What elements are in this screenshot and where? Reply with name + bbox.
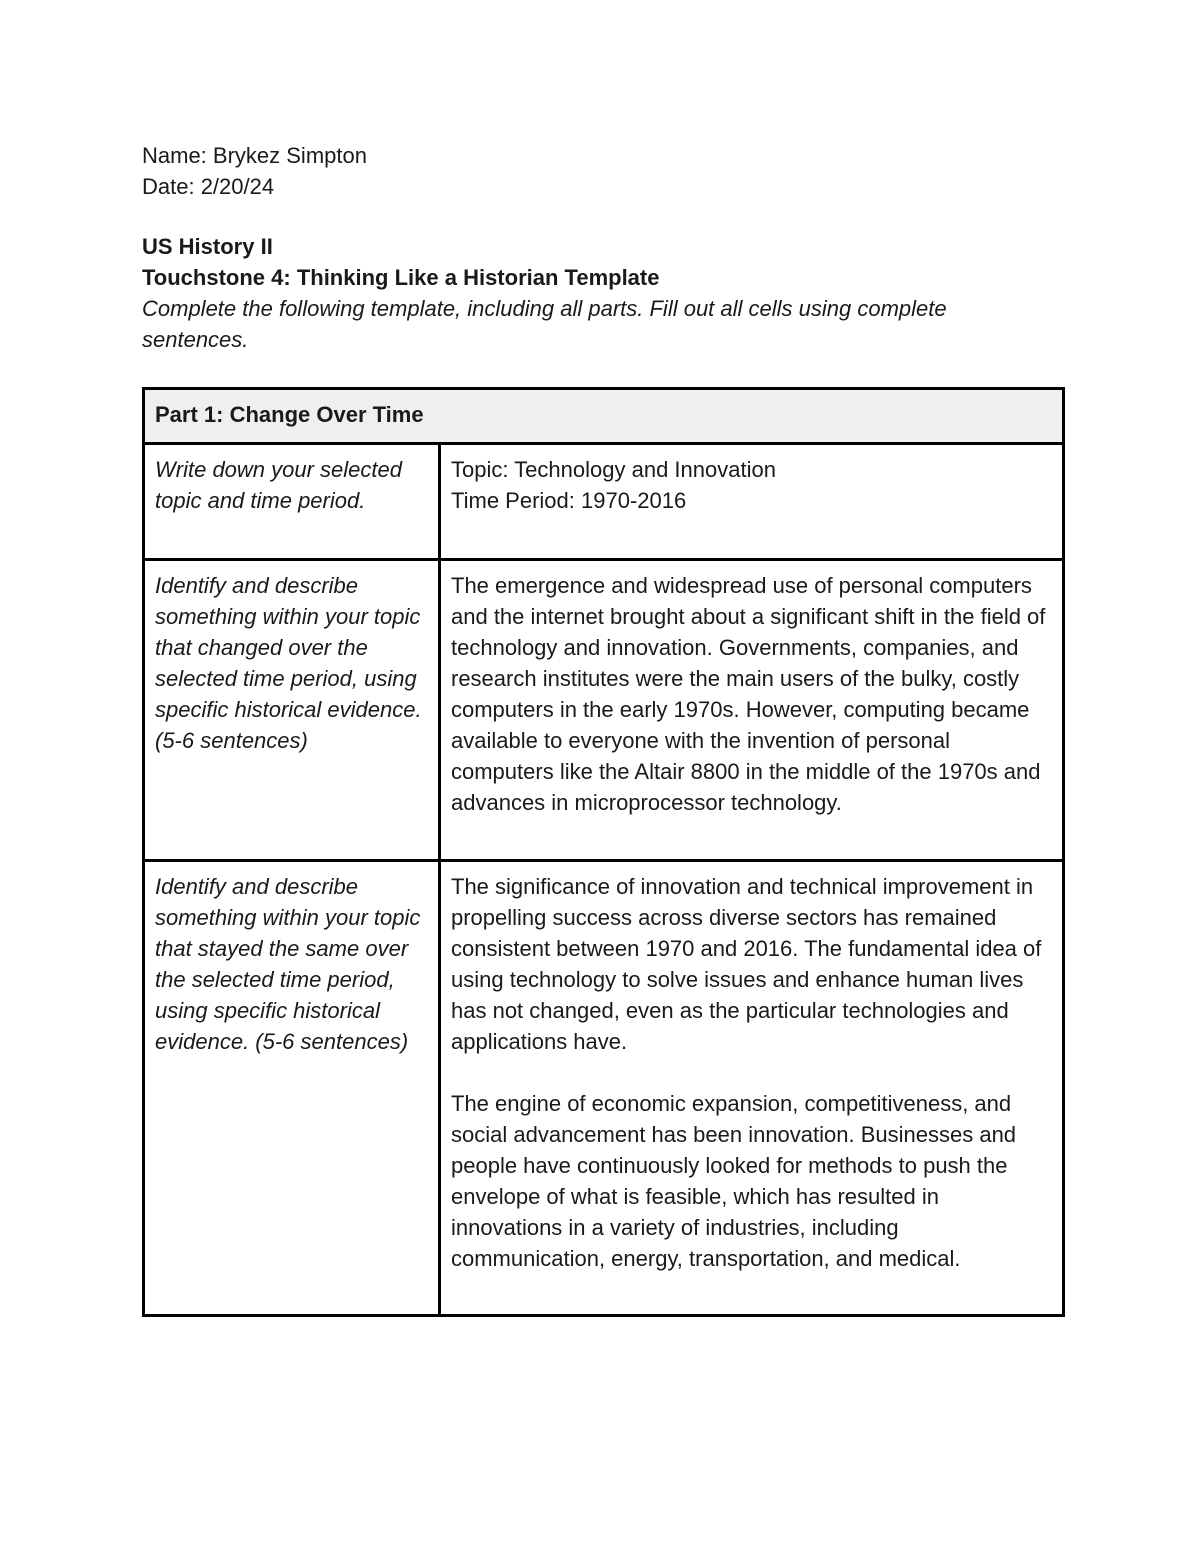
table-row: [144, 444, 1064, 560]
table-row: [144, 560, 1064, 861]
assignment-title: Touchstone 4: Thinking Like a Historian Template: [142, 265, 660, 290]
spacer: [142, 202, 1062, 231]
instructions: Complete the following template, including all parts. Fill out all cells using complete sentences.: [142, 296, 947, 352]
response-paragraph: The significance of innovation and technical improvement in propelling success across diverse sectors has remained consistent between 1970 and 2016. The fundamental idea of using technology to solve issues and enhance human lives has not changed, even as the particular technologies and applications have.: [451, 874, 1042, 1054]
response-paragraph: The engine of economic expansion, competitiveness, and social advancement has been innovation. Businesses and people have continuously looked for methods to push the envelope of what is feasible, which has resulted in innovations in a variety of industries, including communication, energy, transportation, and medical.: [451, 1091, 1017, 1271]
prompt-cell: Identify and describe something within your topic that changed over the selected time period, using specific historical evidence. (5-6 sentences): [144, 560, 440, 861]
response-paragraph: The emergence and widespread use of personal computers and the internet brought about a significant shift in the field of technology and innovation. Governments, companies, and research institutes were the main users of the bulky, costly computers in the early 1970s. However, computing became available to everyone with the invention of personal computers like the Altair 8800 in the middle of the 1970s and advances in microprocessor technology.: [451, 573, 1046, 815]
response-cell: [440, 560, 1064, 861]
document-header: [142, 140, 1062, 355]
prompt-cell: Write down your selected topic and time period.: [144, 444, 440, 560]
response-cell: [440, 444, 1064, 560]
prompt-cell: Identify and describe something within your topic that stayed the same over the selected time period, using specific historical evidence. (5-6 sentences): [144, 861, 440, 1316]
response-cell: [440, 861, 1064, 1316]
student-name: Name: Brykez Simpton: [142, 143, 367, 168]
topic-line: Topic: Technology and Innovation: [451, 457, 776, 482]
section-title: Part 1: Change Over Time: [144, 389, 1064, 444]
table-header-row: [144, 389, 1064, 444]
template-table: [142, 387, 1065, 1317]
table-row: [144, 861, 1064, 1316]
time-period-line: Time Period: 1970-2016: [451, 488, 687, 513]
paragraph-spacer: [451, 1057, 1052, 1088]
submission-date: Date: 2/20/24: [142, 174, 275, 199]
course-title: US History II: [142, 234, 273, 259]
